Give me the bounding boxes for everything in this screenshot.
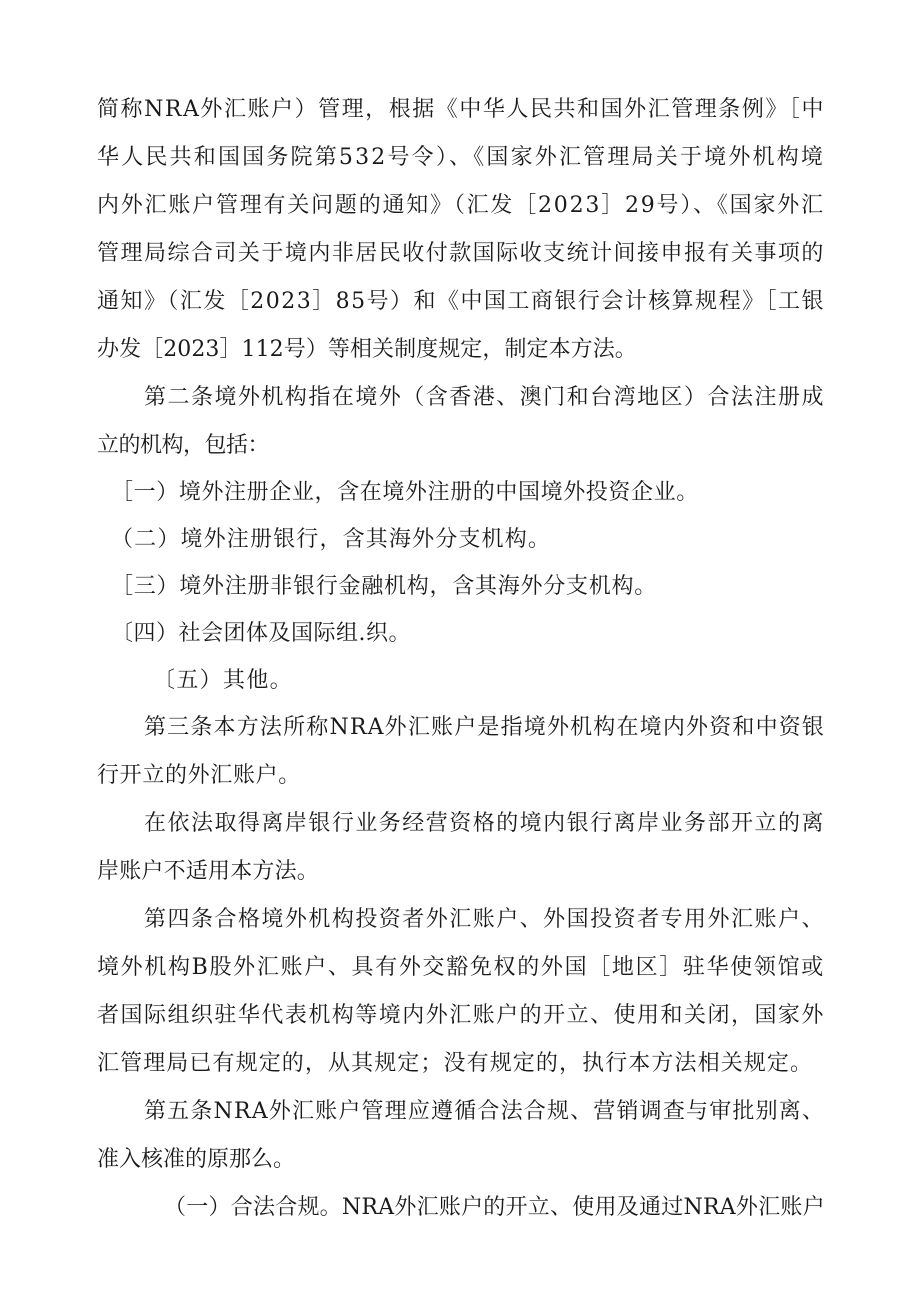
text-line: 汇管理局已有规定的，从其规定；没有规定的，执行本方法相关规定。	[97, 1051, 814, 1076]
text-line: ［一）境外注册企业，含在境外注册的中国境外投资企业。	[111, 480, 699, 505]
text-line: 者国际组织驻华代表机构等境内外汇账户的开立、使用和关闭，国家外	[97, 1003, 825, 1028]
text-line: 〔四）社会团体及国际组.织。	[111, 621, 411, 646]
text-line: ［三）境外注册非银行金融机构，含其海外分支机构。	[111, 574, 658, 599]
text-line: 境外机构B股外汇账户、具有外交豁免权的外国［地区］驻华使领馆或	[97, 955, 825, 980]
text-line: （二）境外注册银行，含其海外分支机构。	[111, 527, 552, 552]
text-line: 准入核准的原那么。	[97, 1147, 296, 1172]
text-line: 立的机构，包括：	[97, 433, 270, 458]
text-line: 简称NRA外汇账户）管理，根据《中华人民共和国外汇管理条例》［中	[97, 97, 825, 122]
text-line: 第三条本方法所称NRA外汇账户是指境外机构在境内外资和中资银	[144, 715, 826, 740]
text-line: 第五条NRA外汇账户管理应遵循合法合规、营销调查与审批别离、	[144, 1099, 826, 1124]
text-line: 岸账户不适用本方法。	[97, 859, 320, 884]
text-line: 内外汇账户管理有关问题的通知》（汇发［2023］29号）、《国家外汇	[97, 193, 825, 218]
text-line: 〔五）其他。	[153, 668, 293, 693]
text-line: （一）合法合规。NRA外汇账户的开立、使用及通过NRA外汇账户	[164, 1195, 825, 1220]
text-line: 办发［2023］112号）等相关制度规定，制定本方法。	[97, 337, 637, 362]
text-line: 管理局综合司关于境内非居民收付款国际收支统计间接申报有关事项的	[97, 241, 825, 266]
text-line: 行开立的外汇账户。	[97, 763, 301, 788]
text-line: 第二条境外机构指在境外（含香港、澳门和台湾地区）合法注册成	[144, 385, 825, 410]
text-line: 第四条合格境外机构投资者外汇账户、外国投资者专用外汇账户、	[144, 907, 825, 932]
text-line: 在依法取得离岸银行业务经营资格的境内银行离岸业务部开立的离	[144, 811, 825, 836]
text-line: 通知》（汇发［2023］85号）和《中国工商银行会计核算规程》［工银	[97, 289, 825, 314]
text-line: 华人民共和国国务院第532号令）、《国家外汇管理局关于境外机构境	[97, 145, 826, 170]
